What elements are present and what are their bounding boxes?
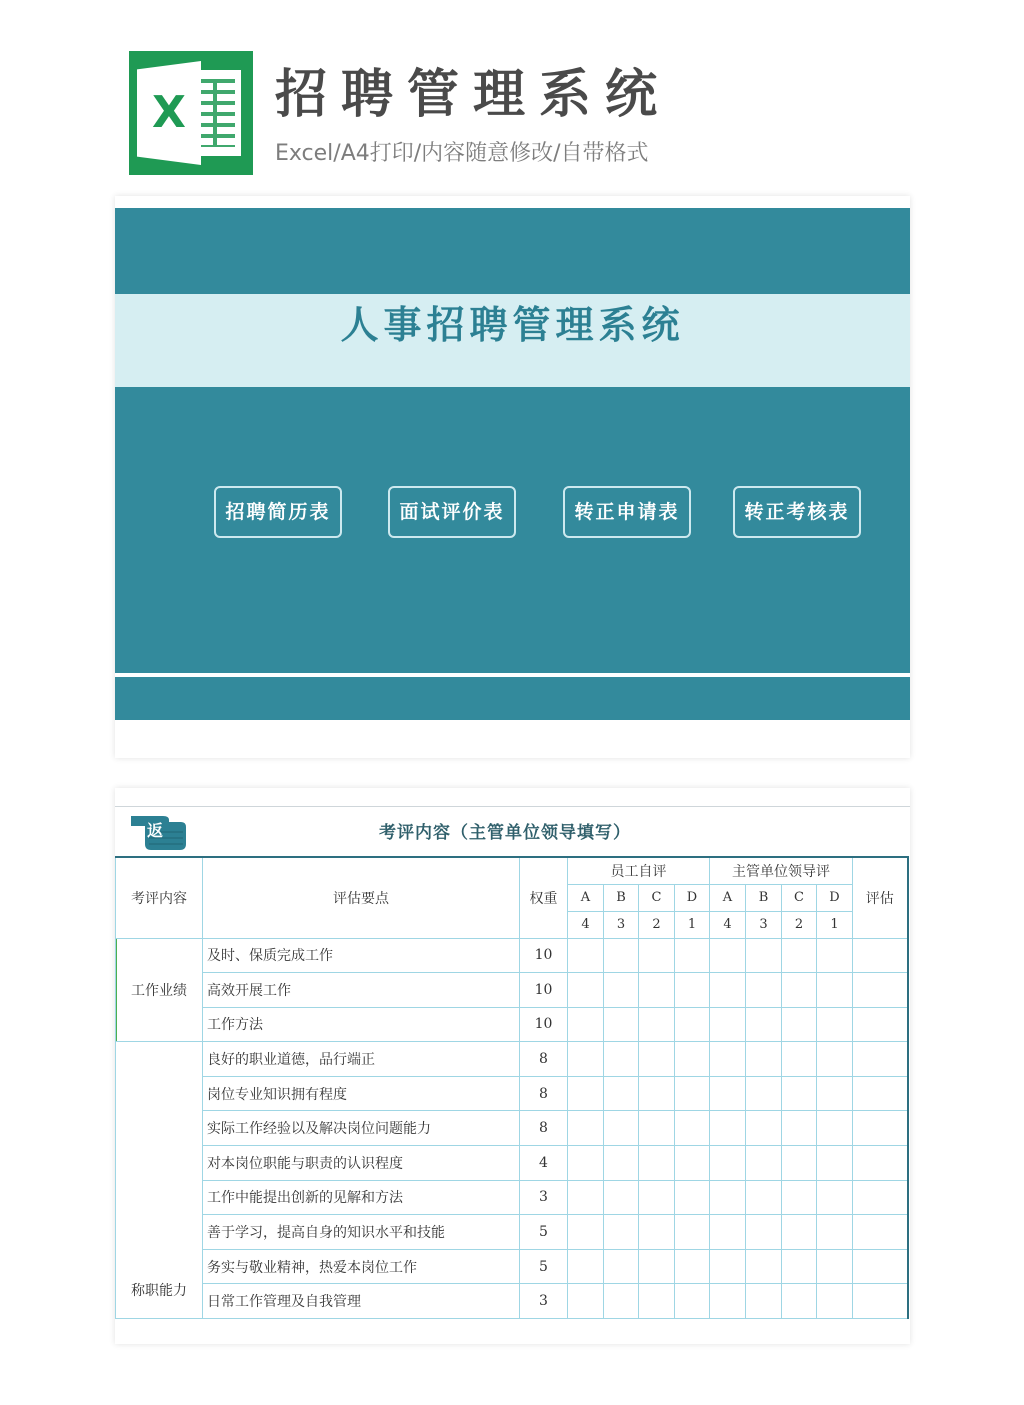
score-input[interactable] [746,1042,782,1077]
page-title: 招聘管理系统 [275,65,672,125]
table-row [116,1215,908,1250]
score-input[interactable] [675,938,710,973]
eval-item: 岗位专业知识拥有程度 [203,1076,520,1111]
resume-sheet-button[interactable]: 招聘简历表 [214,486,342,538]
col-weight-header: 权重 [520,857,568,938]
score-input[interactable] [675,1146,710,1181]
score-input[interactable] [604,1249,639,1284]
score-input[interactable] [675,973,710,1008]
score-input[interactable] [710,1249,746,1284]
score-cell: 2 [782,911,817,938]
table-row [116,1284,908,1319]
score-input[interactable] [746,1146,782,1181]
page-subtitle: Excel/A4打印/内容随意修改/自带格式 [275,141,649,166]
score-input[interactable] [568,938,604,973]
table-row [116,1146,908,1181]
grade-cell: B [604,884,639,911]
eval-weight: 5 [520,1249,568,1284]
score-input[interactable] [817,938,853,973]
eval-item: 工作中能提出创新的见解和方法 [203,1180,520,1215]
score-input[interactable] [604,1146,639,1181]
score-input[interactable] [675,1249,710,1284]
category-performance: 工作业绩 [116,938,203,1042]
score-input[interactable] [746,1180,782,1215]
score-input[interactable] [782,1180,817,1215]
score-input[interactable] [639,1007,675,1042]
score-input[interactable] [782,1076,817,1111]
eval-weight: 8 [520,1076,568,1111]
eval-item: 工作方法 [203,1007,520,1042]
eval-weight: 8 [520,1042,568,1077]
table-row [116,1180,908,1215]
score-input[interactable] [746,973,782,1008]
assessment-input[interactable] [853,1284,908,1319]
score-input[interactable] [782,1007,817,1042]
eval-weight: 10 [520,938,568,973]
score-cell: 1 [817,911,853,938]
score-cell: 3 [604,911,639,938]
score-input[interactable] [568,1284,604,1319]
table-row [116,1249,908,1284]
score-input[interactable] [675,1215,710,1250]
self-eval-header: 员工自评 [568,857,710,884]
score-input[interactable] [710,1111,746,1146]
menu-panel [115,196,910,758]
score-input[interactable] [746,1111,782,1146]
eval-weight: 4 [520,1146,568,1181]
evaluation-panel [115,788,910,1344]
grade-cell: C [782,884,817,911]
score-input[interactable] [710,1007,746,1042]
grade-cell: C [639,884,675,911]
score-input[interactable] [568,1180,604,1215]
eval-weight: 3 [520,1284,568,1319]
assessment-input[interactable] [853,1146,908,1181]
logo-grid-shape [195,79,235,147]
eval-item: 高效开展工作 [203,973,520,1008]
score-input[interactable] [782,938,817,973]
score-input[interactable] [568,1007,604,1042]
score-input[interactable] [639,1215,675,1250]
score-input[interactable] [604,1215,639,1250]
score-cell: 2 [639,911,675,938]
score-input[interactable] [782,1042,817,1077]
excel-logo-icon [129,51,253,175]
score-input[interactable] [817,1111,853,1146]
score-input[interactable] [568,1076,604,1111]
score-input[interactable] [817,973,853,1008]
score-input[interactable] [604,1007,639,1042]
score-cell: 3 [746,911,782,938]
score-input[interactable] [604,1042,639,1077]
evaluation-table [115,856,909,1319]
eval-item: 善于学习，提高自身的知识水平和技能 [203,1215,520,1250]
score-input[interactable] [817,1249,853,1284]
col-points-header: 评估要点 [203,857,520,938]
score-input[interactable] [604,938,639,973]
score-input[interactable] [817,1180,853,1215]
table-row [116,1076,908,1111]
score-input[interactable] [639,1284,675,1319]
score-input[interactable] [710,1284,746,1319]
eval-item: 务实与敬业精神，热爱本岗位工作 [203,1249,520,1284]
assessment-input[interactable] [853,1111,908,1146]
score-input[interactable] [746,1215,782,1250]
score-input[interactable] [604,1180,639,1215]
assessment-input[interactable] [853,938,908,973]
score-cell: 1 [675,911,710,938]
header-row [116,857,908,884]
score-input[interactable] [639,1111,675,1146]
score-input[interactable] [639,973,675,1008]
eval-weight: 5 [520,1215,568,1250]
regularization-apply-button[interactable]: 转正申请表 [563,486,691,538]
eval-item: 实际工作经验以及解决岗位问题能力 [203,1111,520,1146]
score-input[interactable] [817,1215,853,1250]
score-input[interactable] [710,1215,746,1250]
score-input[interactable] [675,1180,710,1215]
score-input[interactable] [604,1284,639,1319]
logo-letter: X [152,87,186,138]
grade-cell: D [675,884,710,911]
score-input[interactable] [782,1215,817,1250]
regularization-review-button[interactable]: 转正考核表 [733,486,861,538]
score-input[interactable] [639,938,675,973]
table-row [116,1007,908,1042]
score-input[interactable] [639,1249,675,1284]
score-input[interactable] [568,1111,604,1146]
score-input[interactable] [817,1076,853,1111]
score-input[interactable] [568,1249,604,1284]
assessment-header: 评估 [853,857,908,938]
score-input[interactable] [782,973,817,1008]
leader-eval-header: 主管单位领导评 [710,857,853,884]
eval-weight: 8 [520,1111,568,1146]
assessment-input[interactable] [853,1215,908,1250]
score-input[interactable] [639,1146,675,1181]
score-input[interactable] [710,1146,746,1181]
score-input[interactable] [746,1284,782,1319]
score-input[interactable] [710,938,746,973]
eval-weight: 3 [520,1180,568,1215]
table-row [116,938,908,973]
score-input[interactable] [746,1249,782,1284]
score-input[interactable] [710,973,746,1008]
score-input[interactable] [782,1111,817,1146]
score-cell: 4 [568,911,604,938]
back-label: 返 [147,821,164,840]
score-cell: 4 [710,911,746,938]
score-input[interactable] [604,973,639,1008]
score-input[interactable] [782,1249,817,1284]
table-title: 考评内容（主管单位领导填写） [379,823,631,843]
assessment-input[interactable] [853,1249,908,1284]
menu-top-band [115,208,910,294]
score-input[interactable] [568,1215,604,1250]
table-row [116,973,908,1008]
panel-top-line [115,806,910,807]
score-input[interactable] [817,1007,853,1042]
menu-bottom-band [115,677,910,720]
score-input[interactable] [782,1146,817,1181]
eval-item: 良好的职业道德，品行端正 [203,1042,520,1077]
score-input[interactable] [817,1146,853,1181]
grade-cell: D [817,884,853,911]
score-input[interactable] [639,1180,675,1215]
menu-title: 人事招聘管理系统 [340,302,685,347]
score-input[interactable] [782,1284,817,1319]
grade-cell: A [568,884,604,911]
assessment-input[interactable] [853,1076,908,1111]
score-input[interactable] [675,1284,710,1319]
grade-cell: A [710,884,746,911]
table-row [116,1042,908,1077]
menu-title-band [115,294,910,387]
col-content-header: 考评内容 [116,857,203,938]
grade-cell: B [746,884,782,911]
score-input[interactable] [639,1042,675,1077]
score-input[interactable] [568,1042,604,1077]
score-input[interactable] [746,1007,782,1042]
eval-item: 对本岗位职能与职责的认识程度 [203,1146,520,1181]
score-input[interactable] [604,1076,639,1111]
score-input[interactable] [675,1007,710,1042]
score-input[interactable] [710,1042,746,1077]
score-input[interactable] [675,1111,710,1146]
score-input[interactable] [817,1284,853,1319]
category-competence: 称职能力 [116,1042,203,1319]
eval-item: 及时、保质完成工作 [203,938,520,973]
score-input[interactable] [710,1180,746,1215]
interview-eval-button[interactable]: 面试评价表 [388,486,516,538]
score-input[interactable] [568,1146,604,1181]
score-input[interactable] [568,973,604,1008]
score-input[interactable] [817,1042,853,1077]
assessment-input[interactable] [853,1180,908,1215]
score-input[interactable] [675,1042,710,1077]
table-row [116,1111,908,1146]
score-input[interactable] [746,1076,782,1111]
score-input[interactable] [675,1076,710,1111]
eval-item: 日常工作管理及自我管理 [203,1284,520,1319]
eval-weight: 10 [520,973,568,1008]
score-input[interactable] [710,1076,746,1111]
score-input[interactable] [604,1111,639,1146]
score-input[interactable] [639,1076,675,1111]
eval-weight: 10 [520,1007,568,1042]
assessment-input[interactable] [853,973,908,1008]
assessment-input[interactable] [853,1007,908,1042]
score-input[interactable] [746,938,782,973]
assessment-input[interactable] [853,1042,908,1077]
